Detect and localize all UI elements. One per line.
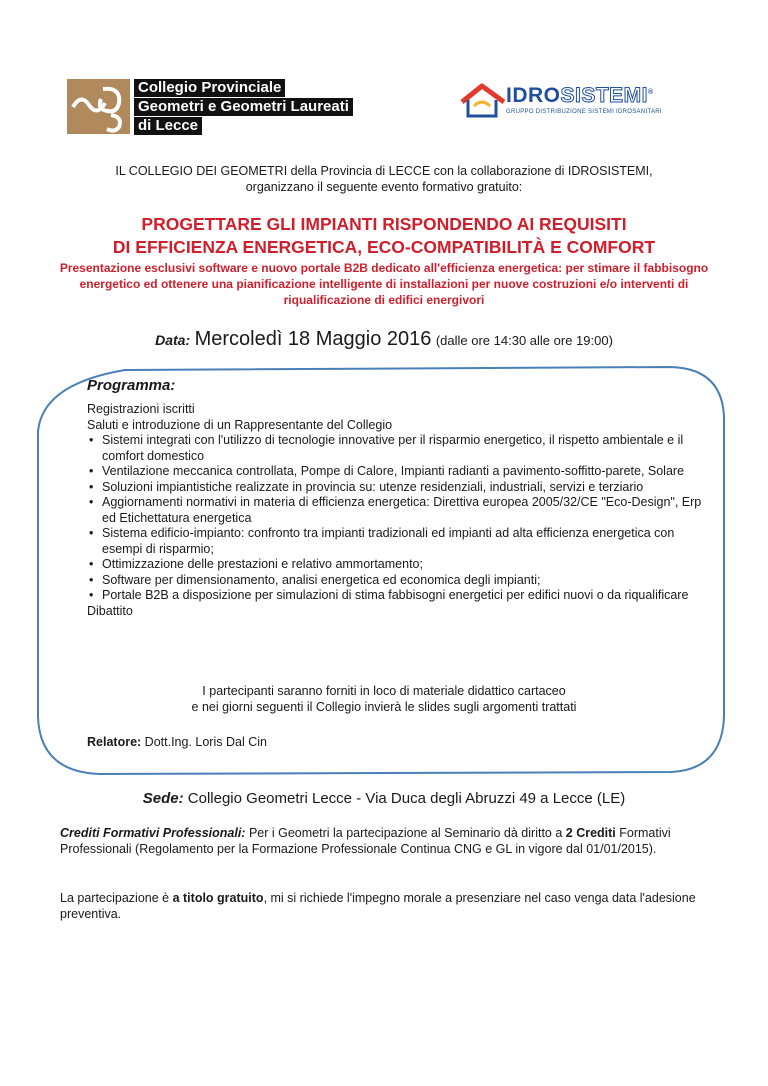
event-subtitle: Presentazione esclusivi software e nuovo portale B2B dedicato all'efficienza energetica: per stimare il fabbisogno energetico ed ottenere una pianificazione intelligente di installazioni per nuove costruzioni e/o interventi di riqualificazione di edifici energivori — [59, 261, 709, 307]
collegio-name — [134, 79, 353, 136]
date-value: Mercoledì 18 Maggio 2016 — [194, 328, 432, 350]
partecipazione-paragraph — [60, 890, 715, 922]
note-line: I partecipanti saranno forniti in loco di materiale didattico cartaceo — [202, 684, 566, 698]
event-date — [0, 328, 768, 351]
list-item: • Ventilazione meccanica controllata, Pompe di Calore, Impianti radianti a pavimento-soffitto-parete, Solare — [87, 464, 712, 480]
list-item: • Portale B2B a disposizione per simulazioni di stima fabbisogni energetici per edifici nuovi o da riqualificare — [87, 588, 712, 604]
list-item: • Ottimizzazione delle prestazioni e relativo ammortamento; — [87, 557, 712, 573]
brand-tagline: GRUPPO DISTRIBUZIONE SISTEMI IDROSANITARI — [506, 109, 662, 115]
list-item: • Sistema edificio-impianto: confronto tra impianti tradizionali ed impianti ad alta efficienza energetica con esempi di risparmio; — [87, 526, 712, 557]
brand-outline: SISTEMI — [560, 84, 649, 107]
programma-heading: Programma: — [87, 377, 176, 394]
crediti-paragraph — [60, 825, 715, 857]
partecipazione-text: La partecipazione è — [60, 891, 173, 905]
event-title — [60, 213, 708, 259]
collegio-name-line: di Lecce — [134, 117, 202, 135]
crediti-label: Crediti Formativi Professionali: — [60, 826, 246, 840]
brand-bold: IDRO — [506, 84, 561, 107]
venue-value: Collegio Geometri Lecce - Via Duca degli Abruzzi 49 a Lecce (LE) — [187, 790, 626, 807]
date-time: (dalle ore 14:30 alle ore 19:00) — [435, 333, 613, 348]
date-label: Data: — [155, 332, 191, 348]
programma-closing: Dibattito — [87, 603, 133, 618]
programma-body — [87, 402, 712, 619]
event-title-line: DI EFFICIENZA ENERGETICA, ECO-COMPATIBILITÀ E COMFORT — [112, 237, 656, 257]
list-item: • Soluzioni impiantistiche realizzate in provincia su: utenze residenziali, industriali, servizi e terziario — [87, 480, 712, 496]
venue-label: Sede: — [142, 790, 184, 807]
partecipazione-text: , mi si richiede l'impegno morale a presenziare nel caso venga data l'adesione preventiva. — [60, 891, 696, 921]
intro-line: organizzano il seguente evento formativo gratuito: — [245, 180, 523, 194]
list-item: • Aggiornamenti normativi in materia di efficienza energetica: Direttiva europea 2005/32/CE "Eco-Design", Erp ed Etichettatura energetica — [87, 495, 712, 526]
programma-list — [87, 433, 712, 604]
trademark: ® — [648, 89, 654, 96]
list-item: • Sistemi integrati con l'utilizzo di tecnologie innovative per il risparmio energetico, il rispetto ambientale e il comfort domestico — [87, 433, 712, 464]
list-item: • Software per dimensionamento, analisi energetica ed economica degli impianti; — [87, 573, 712, 589]
collegio-name-line: Collegio Provinciale — [134, 79, 285, 97]
crediti-text: Formativi Professionali (Regolamento per la Formazione Professionale Continua CNG e GL in vigore dal 01/01/2015). — [60, 826, 671, 856]
crediti-bold: 2 Crediti — [565, 826, 616, 840]
programma-intro-line: Registrazioni iscritti — [87, 402, 195, 416]
idrosistemi-brand — [506, 84, 654, 108]
venue — [0, 790, 768, 807]
intro-text — [60, 163, 708, 195]
programma-intro-line: Saluti e introduzione di un Rappresentante del Collegio — [87, 417, 393, 432]
collegio-geometri-logo-icon — [67, 79, 130, 134]
note-line: e nei giorni seguenti il Collegio invierà le slides sugli argomenti trattati — [191, 700, 577, 714]
relatore — [87, 735, 267, 749]
intro-line: IL COLLEGIO DEI GEOMETRI della Provincia di LECCE con la collaborazione di IDROSISTEMI, — [115, 164, 653, 178]
partecipazione-bold: a titolo gratuito — [172, 891, 264, 905]
relatore-name: Dott.Ing. Loris Dal Cin — [144, 735, 267, 749]
crediti-text: Per i Geometri la partecipazione al Seminario dà diritto a — [245, 826, 566, 840]
relatore-label: Relatore: — [87, 735, 142, 749]
event-title-line: PROGETTARE GLI IMPIANTI RISPONDENDO AI REQUISITI — [141, 214, 627, 234]
materials-note — [60, 683, 708, 715]
collegio-name-line: Geometri e Geometri Laureati — [134, 98, 353, 116]
